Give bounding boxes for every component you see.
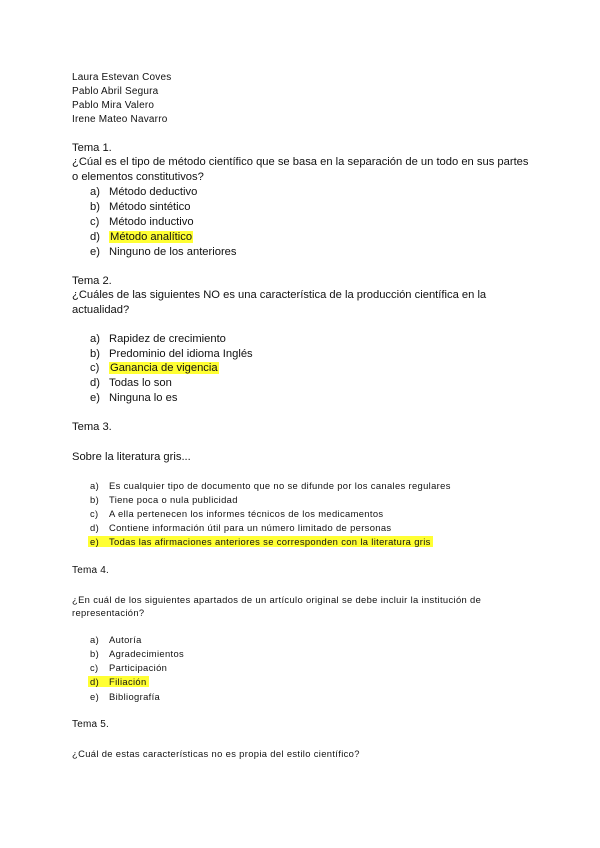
tema-1-option-a: a) Método deductivo [90, 186, 198, 198]
tema-3-option-d: d) Contiene información útil para un número limitado de personas [90, 522, 392, 533]
tema-2-option-a: a) Rapidez de crecimiento [90, 333, 226, 345]
highlighted-answer: Ganancia de vigencia [110, 362, 218, 374]
author-name: Irene Mateo Navarro [72, 114, 168, 125]
tema-2-option-e: e) Ninguna lo es [90, 392, 178, 404]
tema-5-title: Tema 5. [72, 719, 109, 730]
tema-1-title: Tema 1. [72, 142, 112, 154]
tema-3-title: Tema 3. [72, 421, 112, 433]
tema-1-question-cont: o elementos constitutivos? [72, 171, 204, 183]
tema-3-option-a: a) Es cualquier tipo de documento que no se difunde por los canales regulares [90, 480, 451, 491]
tema-3-question: Sobre la literatura gris... [72, 451, 191, 463]
tema-4-option-d: d) Filiación [90, 676, 147, 687]
tema-4-title: Tema 4. [72, 565, 109, 576]
tema-2-title: Tema 2. [72, 275, 112, 287]
tema-3-option-c: c) A ella pertenecen los informes técnicos de los medicamentos [90, 508, 384, 519]
tema-4-option-e: e) Bibliografía [90, 691, 161, 702]
author-name: Pablo Mira Valero [72, 100, 155, 111]
tema-2-question-cont: actualidad? [72, 304, 130, 316]
author-name: Laura Estevan Coves [72, 72, 172, 83]
tema-5-question: ¿Cuál de estas características no es propia del estilo científico? [72, 748, 360, 759]
tema-1-option-c: c) Método inductivo [90, 216, 194, 228]
highlighted-answer: Filiación [109, 676, 147, 687]
tema-2-option-d: d) Todas lo son [90, 377, 172, 389]
author-name: Pablo Abril Segura [72, 86, 159, 97]
tema-1-option-d: d) Método analítico [90, 231, 193, 243]
tema-4-option-c: c) Participación [90, 662, 168, 673]
highlighted-answer: Todas las afirmaciones anteriores se corresponden con la literatura gris [109, 536, 431, 547]
tema-4-question-cont: representación? [72, 607, 145, 618]
tema-4-option-b: b) Agradecimientos [90, 648, 185, 659]
tema-1-question: ¿Cúal es el tipo de método científico que se basa en la separación de un todo en sus partes [72, 156, 529, 168]
tema-2-option-b: b) Predominio del idioma Inglés [90, 348, 253, 360]
highlighted-answer: Método analítico [110, 231, 193, 243]
tema-4-option-a: a) Autoría [90, 634, 142, 645]
tema-2-question: ¿Cuáles de las siguientes NO es una característica de la producción científica en la [72, 289, 487, 301]
tema-3-option-e: e) Todas las afirmaciones anteriores se corresponden con la literatura gris [90, 536, 431, 547]
tema-2-option-c: c) Ganancia de vigencia [90, 362, 218, 374]
tema-1-option-e: e) Ninguno de los anteriores [90, 246, 237, 258]
tema-3-option-b: b) Tiene poca o nula publicidad [90, 494, 238, 505]
tema-1-option-b: b) Método sintético [90, 201, 191, 213]
tema-4-question: ¿En cuál de los siguientes apartados de un artículo original se debe incluir la institución de [72, 594, 482, 605]
